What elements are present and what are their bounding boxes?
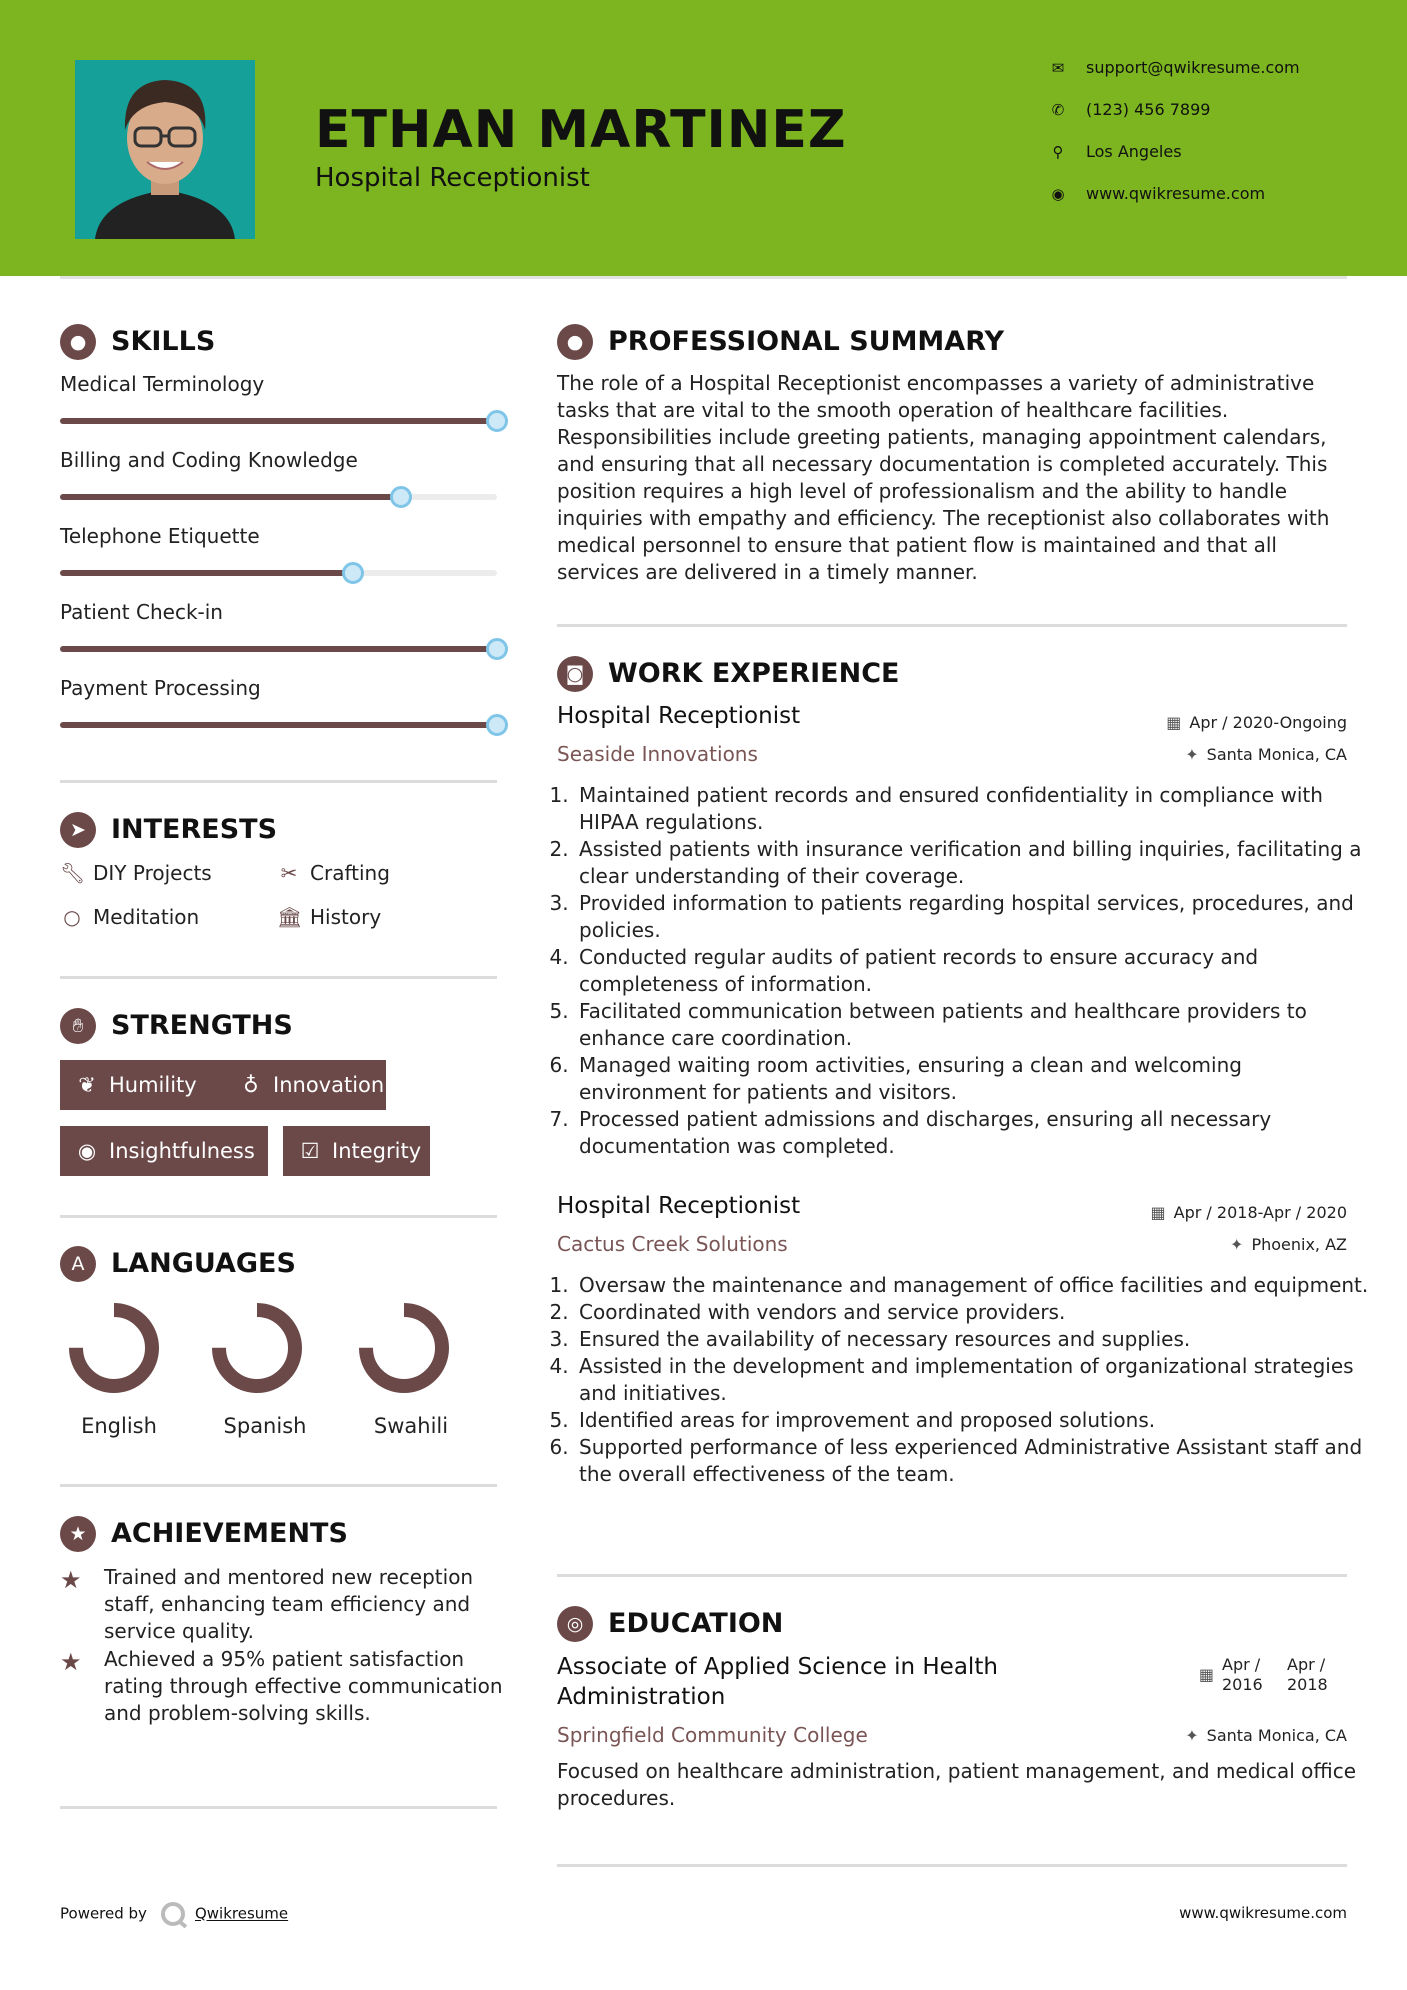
duty-item: 3. Provided information to patients regarding hospital services, procedures, and policies. <box>575 890 1375 944</box>
education-end: Apr / 2018 <box>1287 1655 1328 1694</box>
skill-bar-knob <box>390 486 412 508</box>
skill-name: Medical Terminology <box>60 372 265 396</box>
duty-item: 3. Ensured the availability of necessary resources and supplies. <box>575 1326 1375 1353</box>
skill-bar-knob <box>486 714 508 736</box>
calendar-icon: ▦ <box>1166 713 1182 732</box>
language-name: Spanish <box>223 1414 307 1438</box>
qwikresume-logo-icon <box>161 1902 185 1926</box>
skill-bar <box>60 494 497 500</box>
duty-item: 4. Assisted in the development and implementation of organizational strategies and initiatives. <box>575 1353 1375 1407</box>
skill-bar <box>60 722 497 728</box>
achievement-item: Achieved a 95% patient satisfaction rating through effective communication and problem-solving skills. <box>104 1647 503 1725</box>
contact-website[interactable]: ◉ www.qwikresume.com <box>1051 184 1266 203</box>
skill-name: Telephone Etiquette <box>60 524 260 548</box>
skill-bar-knob <box>486 410 508 432</box>
globe-icon: ◉ <box>1051 185 1065 203</box>
footer-url[interactable]: www.qwikresume.com <box>1179 1904 1347 1922</box>
language-ring <box>354 1298 454 1398</box>
contact-phone[interactable]: ✆ (123) 456 7899 <box>1051 100 1211 119</box>
duty-item: 7. Processed patient admissions and discharges, ensuring all necessary documentation was completed. <box>575 1106 1375 1160</box>
education-degree: Associate of Applied Science in Health Administration <box>557 1654 998 1710</box>
summary-text: The role of a Hospital Receptionist encompasses a variety of administrative tasks that are vital to the smooth operation of healthcare facilities. Responsibilities include greeting patients, managing appointment calendars, and ensuring that all necessary documentation is completed accurately. This position requires a high level of professionalism and the ability to handle inquiries with empathy and efficiency. The receptionist also collaborates with medical personnel to ensure that patient flow is maintained and that all services are delivered in a timely manner. <box>557 371 1330 584</box>
circle-icon: ○ <box>63 905 81 929</box>
language-ring <box>64 1298 164 1398</box>
star-icon: ★ <box>60 1566 82 1594</box>
job-company: Seaside Innovations <box>557 742 758 766</box>
duty-item: 4. Conducted regular audits of patient records to ensure accuracy and completeness of information. <box>575 944 1375 998</box>
duty-item: 2. Coordinated with vendors and service providers. <box>575 1299 1375 1326</box>
calendar-icon: ▦ <box>1150 1203 1166 1222</box>
skill-bar-knob <box>486 638 508 660</box>
user-icon: ● <box>557 324 593 360</box>
section-divider <box>60 976 497 979</box>
museum-icon: 🏛︎ <box>277 905 303 929</box>
skill-name: Billing and Coding Knowledge <box>60 448 358 472</box>
job-dates: ▦ Apr / 2020-Ongoing <box>1166 713 1347 732</box>
section-divider <box>557 1864 1347 1867</box>
skill-bar-fill <box>60 646 497 652</box>
section-divider <box>60 1806 497 1809</box>
achievement-item: Trained and mentored new reception staff, enhancing team efficiency and service quality. <box>104 1565 474 1643</box>
languages-title: LANGUAGES <box>111 1248 296 1279</box>
education-title: EDUCATION <box>608 1608 784 1639</box>
skill-bar <box>60 418 497 424</box>
job-company: Cactus Creek Solutions <box>557 1232 788 1256</box>
interest-item: 🔧︎ DIY Projects <box>60 861 212 885</box>
eye-icon: ◉ <box>77 1139 97 1163</box>
wrench-icon: 🔧︎ <box>60 861 86 885</box>
strengths-title: STRENGTHS <box>111 1010 293 1041</box>
section-divider <box>60 1215 497 1218</box>
calendar-icon: ▦ <box>1198 1665 1214 1684</box>
duty-item: 5. Facilitated communication between patients and healthcare providers to enhance care coordination. <box>575 998 1375 1052</box>
pin-icon: ✦ <box>1185 745 1199 764</box>
language-icon: A <box>60 1246 96 1282</box>
job-duties <box>557 782 1375 1160</box>
skill-bar-knob <box>342 562 364 584</box>
language-name: English <box>81 1414 157 1438</box>
pin-icon: ✦ <box>1230 1235 1244 1254</box>
job-dates: ▦ Apr / 2018-Apr / 2020 <box>1150 1203 1347 1222</box>
education-school: Springfield Community College <box>557 1723 868 1747</box>
education-description: Focused on healthcare administration, patient management, and medical office procedures. <box>557 1759 1357 1810</box>
phone-icon: ✆ <box>1051 101 1065 119</box>
job-location: ✦ Santa Monica, CA <box>1185 745 1347 764</box>
star-badge-icon: ★ <box>60 1516 96 1552</box>
scissors-icon: ✂ <box>280 861 298 885</box>
duty-item: 6. Supported performance of less experienced Administrative Assistant staff and the overall effectiveness of the team. <box>575 1434 1375 1488</box>
star-icon: ★ <box>60 1648 82 1676</box>
section-divider <box>557 1574 1347 1577</box>
paper-plane-icon: ➤ <box>60 812 96 848</box>
checkbox-icon: ☑ <box>300 1139 320 1163</box>
experience-title: WORK EXPERIENCE <box>608 658 900 689</box>
language-ring <box>207 1298 307 1398</box>
section-divider <box>557 624 1347 627</box>
skill-bar <box>60 570 497 576</box>
skill-bar-fill <box>60 494 401 500</box>
header-banner <box>0 0 1407 276</box>
contact-email[interactable]: ✉ support@qwikresume.com <box>1051 58 1300 77</box>
location-pin-icon: ⚲ <box>1052 143 1064 161</box>
summary-title: PROFESSIONAL SUMMARY <box>608 326 1005 357</box>
interest-item: 🏛︎ History <box>277 905 382 929</box>
skills-title: SKILLS <box>111 326 216 357</box>
skill-bar-fill <box>60 418 497 424</box>
header-divider <box>60 276 1347 279</box>
hand-icon: ✋︎ <box>60 1008 96 1044</box>
envelope-icon: ✉ <box>1051 59 1065 77</box>
briefcase-icon: ◙ <box>557 656 593 692</box>
strength-tag: ◉ Insightfulness <box>60 1126 268 1176</box>
education-dates <box>1199 1655 1347 1695</box>
strength-tag: ❦ Humility <box>60 1060 225 1110</box>
strength-tag: ☑ Integrity <box>283 1126 430 1176</box>
candidate-role: Hospital Receptionist <box>315 163 590 193</box>
graduation-icon: ◎ <box>557 1606 593 1642</box>
education-location: ✦ Santa Monica, CA <box>1185 1726 1347 1745</box>
interest-item: ✂ Crafting <box>277 861 390 885</box>
skill-name: Patient Check-in <box>60 600 223 624</box>
section-divider <box>60 1484 497 1487</box>
skill-bar-fill <box>60 722 497 728</box>
skill-bar <box>60 646 497 652</box>
interest-item: ○ Meditation <box>60 905 199 929</box>
job-title: Hospital Receptionist <box>557 1193 801 1219</box>
interests-title: INTERESTS <box>111 814 278 845</box>
education-start: Apr / 2016 <box>1222 1655 1263 1694</box>
skill-bar-fill <box>60 570 353 576</box>
profile-photo <box>75 60 255 239</box>
duty-item: 2. Assisted patients with insurance verification and billing inquiries, facilitating a clear understanding of their coverage. <box>575 836 1375 890</box>
job-duties <box>557 1272 1375 1488</box>
duty-item: 1. Oversaw the maintenance and management of office facilities and equipment. <box>575 1272 1375 1299</box>
job-title: Hospital Receptionist <box>557 703 801 729</box>
footer-powered: Powered by Qwikresume <box>60 1902 288 1926</box>
duty-item: 1. Maintained patient records and ensured confidentiality in compliance with HIPAA regulations. <box>575 782 1375 836</box>
language-name: Swahili <box>373 1414 449 1438</box>
footer-brand-link[interactable]: Qwikresume <box>194 1904 289 1923</box>
duty-item: 5. Identified areas for improvement and proposed solutions. <box>575 1407 1375 1434</box>
achievements-title: ACHIEVEMENTS <box>111 1518 348 1549</box>
skill-name: Payment Processing <box>60 676 261 700</box>
section-divider <box>60 780 497 783</box>
lightbulb-icon: ● <box>60 324 96 360</box>
job-location: ✦ Phoenix, AZ <box>1230 1235 1347 1254</box>
leaf-icon: ❦ <box>78 1073 96 1097</box>
pin-icon: ✦ <box>1185 1726 1199 1745</box>
lightbulb-icon: ♁ <box>243 1073 259 1097</box>
duty-item: 6. Managed waiting room activities, ensuring a clean and welcoming environment for patients and visitors. <box>575 1052 1375 1106</box>
candidate-name: ETHAN MARTINEZ <box>315 100 847 160</box>
strength-tag: ♁ Innovation <box>224 1060 386 1110</box>
contact-location: ⚲ Los Angeles <box>1050 142 1182 161</box>
